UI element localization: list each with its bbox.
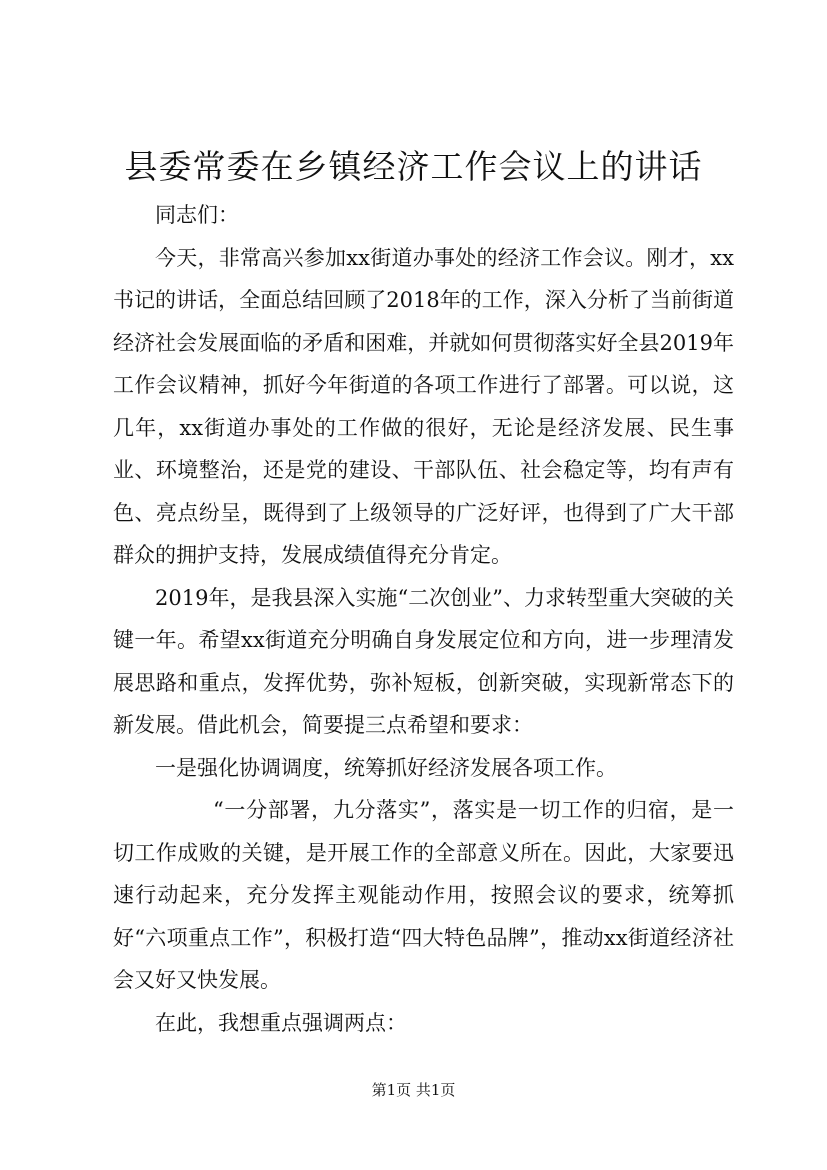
document-title: 县委常委在乡镇经济工作会议上的讲话 [124, 147, 703, 186]
page-footer: 第1页 共1页 [371, 1081, 456, 1099]
paragraph: 今天，非常高兴参加xx街道办事处的经济工作会议。刚才，xx书记的讲话，全面总结回顾了2018年的工作，深入分析了当前街道经济社会发展面临的矛盾和困难，并就如何贯彻落实好全县2019年工作会议精神，抓好今年街道的各项工作进行了部署。可以说，这几年，xx街道办事处的工作做的很好，无论是经济发展、民生事业、环境整治，还是党的建设、干部队伍、社会稳定等，均有声有色、亮点纷呈，既得到了上级领导的广泛好评，也得到了广大干部群众的拥护支持，发展成绩值得充分肯定。 [113, 245, 734, 567]
salutation: 同志们： [155, 203, 239, 227]
paragraph: 一是强化协调调度，统筹抓好经济发展各项工作。 [155, 755, 617, 780]
paragraph: 2019年，是我县深入实施“二次创业”、力求转型重大突破的关键一年。希望xx街道充分明确自身发展定位和方向，进一步理清发展思路和重点，发挥优势，弥补短板，创新突破，实现新常态下的新发展。借此机会，简要提三点希望和要求： [113, 585, 734, 737]
paragraph: 在此，我想重点强调两点： [155, 1010, 407, 1035]
paragraph: “一分部署，九分落实”，落实是一切工作的归宿，是一切工作成败的关键，是开展工作的全部意义所在。因此，大家要迅速行动起来，充分发挥主观能动作用，按照会议的要求，统筹抓好“六项重点工作”，积极打造“四大特色品牌”，推动xx街道经济社会又好又快发展。 [113, 798, 734, 992]
document-body [113, 194, 734, 1044]
